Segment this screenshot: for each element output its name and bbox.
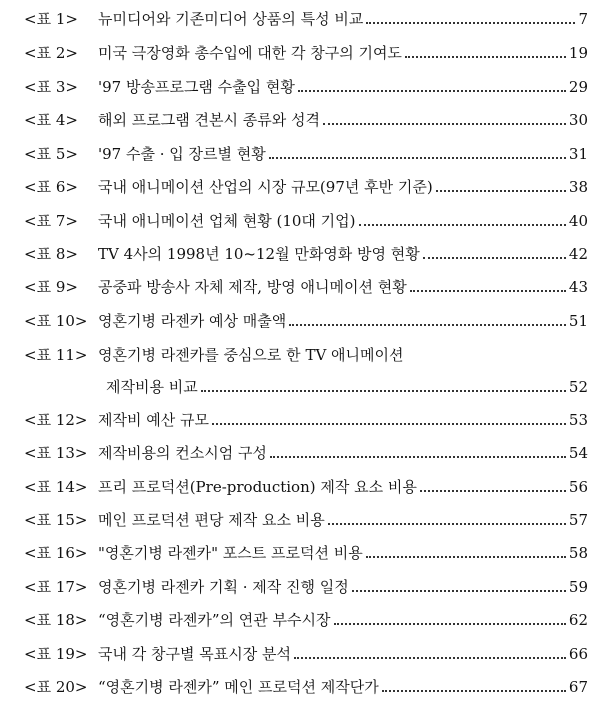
dot-leader xyxy=(270,440,566,458)
entry-label: <표 3> xyxy=(24,78,78,96)
entry-title: 제작비용의 컨소시엄 구성 xyxy=(98,444,267,462)
entry-title: 국내 애니메이션 업체 현황 (10대 기업) xyxy=(98,212,356,230)
entry-title-line1: 영혼기병 라젠카를 중심으로 한 TV 애니메이션 xyxy=(98,346,404,364)
entry-label: <표 4> xyxy=(24,111,78,129)
entry-page: 54 xyxy=(568,444,588,462)
dot-leader xyxy=(366,540,566,558)
toc-entry[interactable] xyxy=(0,40,610,66)
toc-entry[interactable] xyxy=(0,274,610,300)
entry-label: <표 1> xyxy=(24,10,78,28)
dot-leader xyxy=(212,407,566,425)
entry-label: <표 16> xyxy=(24,544,88,562)
entry-page: 56 xyxy=(568,478,588,496)
entry-title: 제작비용 비교 xyxy=(106,378,198,396)
dot-leader xyxy=(334,607,566,625)
entry-page: 7 xyxy=(578,10,588,28)
entry-title: TV 4사의 1998년 10~12월 만화영화 방영 현황 xyxy=(98,245,420,263)
entry-page: 42 xyxy=(568,245,588,263)
entry-title: 국내 각 창구별 목표시장 분석 xyxy=(98,645,291,663)
entry-label: <표 20> xyxy=(24,678,88,696)
dot-leader xyxy=(359,208,566,226)
toc-entry[interactable] xyxy=(0,74,610,100)
toc-entry[interactable] xyxy=(0,474,610,500)
entry-label: <표 15> xyxy=(24,511,88,529)
dot-leader xyxy=(289,308,566,326)
dot-leader xyxy=(423,241,566,259)
entry-label: <표 19> xyxy=(24,645,88,663)
entry-page: 30 xyxy=(568,111,588,129)
entry-label: <표 8> xyxy=(24,245,78,263)
entry-page: 58 xyxy=(568,544,588,562)
dot-leader xyxy=(405,40,566,58)
entry-title: 제작비 예산 규모 xyxy=(98,411,209,429)
entry-title: 영혼기병 라젠카 예상 매출액 xyxy=(98,312,287,330)
entry-page: 29 xyxy=(568,78,588,96)
toc-entry[interactable] xyxy=(0,540,610,566)
dot-leader xyxy=(323,107,566,125)
entry-title: 미국 극장영화 총수입에 대한 각 창구의 기여도 xyxy=(98,44,402,62)
entry-title: "영혼기병 라젠카" 포스트 프로덕션 비용 xyxy=(98,544,363,562)
dot-leader xyxy=(294,641,566,659)
toc-entry[interactable] xyxy=(0,141,610,167)
dot-leader xyxy=(410,274,566,292)
dot-leader xyxy=(328,507,566,525)
entry-title: 국내 애니메이션 산업의 시장 규모(97년 후반 기준) xyxy=(98,178,433,196)
dot-leader xyxy=(436,174,566,192)
toc-entry[interactable] xyxy=(0,674,610,700)
entry-title: 공중파 방송사 자체 제작, 방영 애니메이션 현황 xyxy=(98,278,407,296)
toc-entry[interactable] xyxy=(0,641,610,667)
entry-label: <표 7> xyxy=(24,212,78,230)
entry-page: 67 xyxy=(568,678,588,696)
dot-leader xyxy=(352,574,566,592)
entry-title: 해외 프로그램 견본시 종류와 성격 xyxy=(98,111,320,129)
entry-label: <표 13> xyxy=(24,444,88,462)
entry-page: 66 xyxy=(568,645,588,663)
entry-title: “영혼기병 라젠카”의 연관 부수시장 xyxy=(98,611,331,629)
entry-label: <표 12> xyxy=(24,411,88,429)
entry-page: 57 xyxy=(568,511,588,529)
entry-page: 59 xyxy=(568,578,588,596)
entry-page: 19 xyxy=(568,44,588,62)
entry-title: 뉴미디어와 기존미디어 상품의 특성 비교 xyxy=(98,10,364,28)
entry-label: <표 6> xyxy=(24,178,78,196)
entry-label: <표 18> xyxy=(24,611,88,629)
entry-title: 메인 프로덕션 편당 제작 요소 비용 xyxy=(98,511,325,529)
toc-entry-continued[interactable] xyxy=(0,374,610,400)
entry-label: <표 5> xyxy=(24,145,78,163)
toc-entry[interactable] xyxy=(0,6,610,32)
entry-label: <표 10> xyxy=(24,312,88,330)
entry-page: 51 xyxy=(568,312,588,330)
entry-page: 43 xyxy=(568,278,588,296)
entry-title: 영혼기병 라젠카 기획 · 제작 진행 일정 xyxy=(98,578,349,596)
dot-leader xyxy=(420,474,566,492)
entry-label: <표 11> xyxy=(24,346,88,364)
toc-entry[interactable] xyxy=(0,241,610,267)
dot-leader xyxy=(201,374,566,392)
dot-leader xyxy=(298,74,566,92)
entry-label: <표 9> xyxy=(24,278,78,296)
entry-page: 53 xyxy=(568,411,588,429)
entry-page: 52 xyxy=(568,378,588,396)
entry-label: <표 2> xyxy=(24,44,78,62)
toc-entry[interactable] xyxy=(0,607,610,633)
dot-leader xyxy=(366,6,575,24)
toc-entry[interactable] xyxy=(0,342,610,368)
entry-title: '97 방송프로그램 수출입 현황 xyxy=(98,78,295,96)
toc-entry[interactable] xyxy=(0,174,610,200)
entry-label: <표 17> xyxy=(24,578,88,596)
entry-page: 31 xyxy=(568,145,588,163)
toc-entry[interactable] xyxy=(0,574,610,600)
toc-entry[interactable] xyxy=(0,308,610,334)
toc-entry[interactable] xyxy=(0,440,610,466)
entry-title: '97 수출 · 입 장르별 현황 xyxy=(98,145,266,163)
toc-entry[interactable] xyxy=(0,407,610,433)
entry-page: 38 xyxy=(568,178,588,196)
entry-title: 프리 프로덕션(Pre-production) 제작 요소 비용 xyxy=(98,478,417,496)
toc-entry[interactable] xyxy=(0,208,610,234)
entry-title: “영혼기병 라젠카” 메인 프로덕션 제작단가 xyxy=(98,678,379,696)
dot-leader xyxy=(269,141,566,159)
toc-entry[interactable] xyxy=(0,507,610,533)
entry-page: 40 xyxy=(568,212,588,230)
toc-entry[interactable] xyxy=(0,107,610,133)
entry-label: <표 14> xyxy=(24,478,88,496)
dot-leader xyxy=(382,674,566,692)
entry-page: 62 xyxy=(568,611,588,629)
